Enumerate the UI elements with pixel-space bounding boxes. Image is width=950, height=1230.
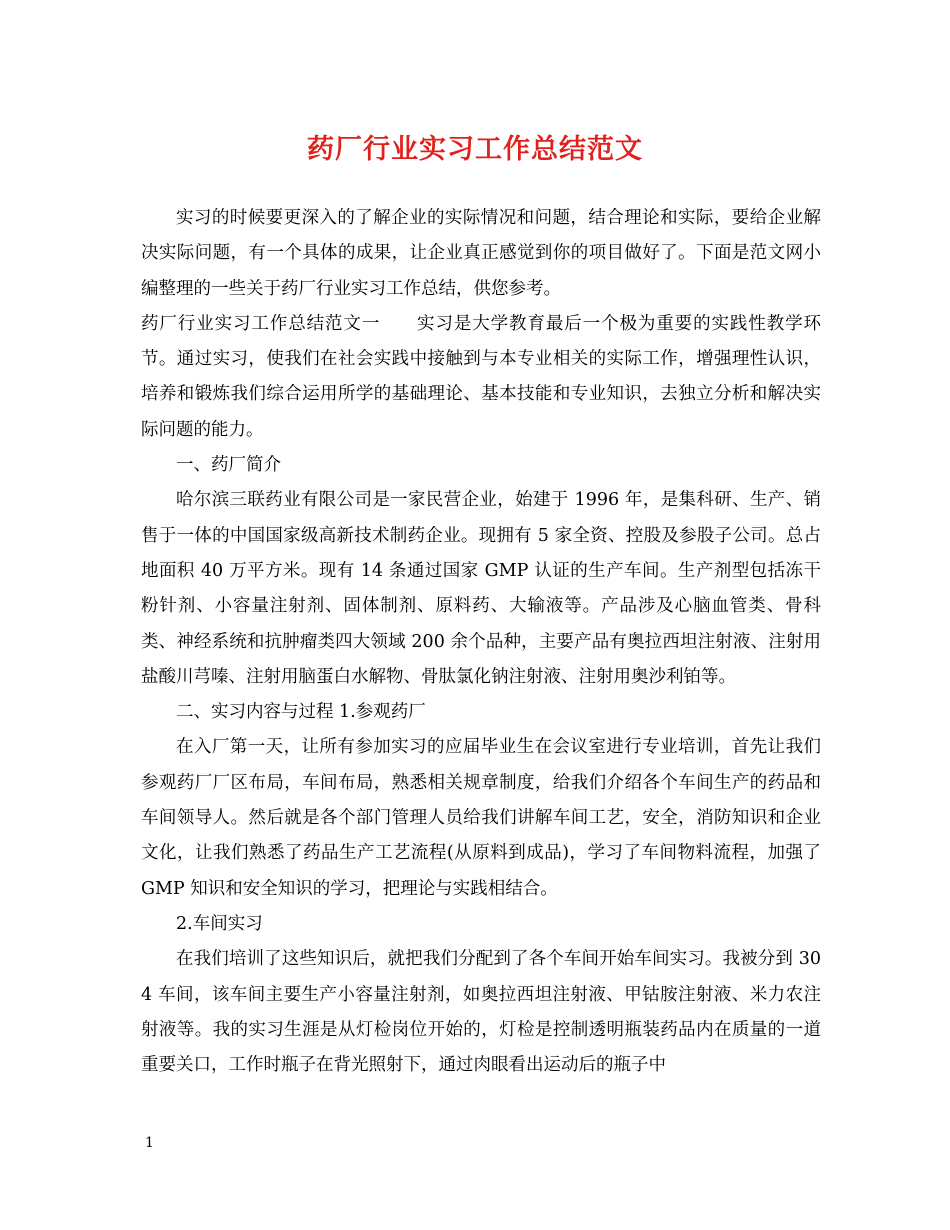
summary-paragraph: 药厂行业实习工作总结范文一 实习是大学教育最后一个极为重要的实践性教学环节。通过实习，使我们在社会实践中接触到与本专业相关的实际工作，增强理性认识，培养和锻炼我们综合运用所学的基础理论、基本技能和专业知识，去独立分析和解决实际问题的能力。 [141, 313, 821, 440]
company-paragraph: 哈尔滨三联药业有限公司是一家民营企业，始建于 1996 年，是集科研、生产、销售于一体的中国国家级高新技术制药企业。现拥有 5 家全资、控股及参股子公司。总占地面积 40 万平方米。现有 14 条通过国家 GMP 认证的生产车间。生产剂型包括冻干粉针剂、小容量注射剂、固体制剂、原料药、大输液等。产品涉及心脑血管类、骨科类、神经系统和抗肿瘤类四大领域 200 余个品种，主要产品有奥拉西坦注射液、注射用盐酸川芎嗪、注射用脑蛋白水解物、骨肽氯化钠注射液、注射用奥沙利铂等。 [141, 490, 821, 687]
section-heading-overview: 一、药厂简介 [176, 455, 281, 476]
page-number: 1 [145, 1135, 154, 1151]
page-title: 药厂行业实习工作总结范文 [307, 134, 643, 165]
workshop-paragraph: 在我们培训了这些知识后，就把我们分配到了各个车间开始车间实习。我被分到 304 车间，该车间主要生产小容量注射剂，如奥拉西坦注射液、甲钴胺注射液、米力农注射液等。我的实习生涯是从灯检岗位开始的，灯检是控制透明瓶装药品内在质量的一道重要关口，工作时瓶子在背光照射下，通过肉眼看出运动后的瓶子中 [141, 949, 821, 1076]
document-body [141, 201, 821, 1083]
subsection-heading-workshop: 2.车间实习 [176, 913, 263, 934]
visit-paragraph: 在入厂第一天，让所有参加实习的应届毕业生在会议室进行专业培训，首先让我们参观药厂厂区布局，车间布局，熟悉相关规章制度，给我们介绍各个车间生产的药品和车间领导人。然后就是各个部门管理人员给我们讲解车间工艺，安全，消防知识和企业文化，让我们熟悉了药品生产工艺流程(从原料到成品)，学习了车间物料流程，加强了 GMP 知识和安全知识的学习，把理论与实践相结合。 [141, 737, 821, 899]
intro-paragraph: 实习的时候要更深入的了解企业的实际情况和问题，结合理论和实际，要给企业解决实际问题，有一个具体的成果，让企业真正感觉到你的项目做好了。下面是范文网小编整理的一些关于药厂行业实习工作总结，供您参考。 [141, 208, 821, 299]
section-heading-content: 二、实习内容与过程 1.参观药厂 [176, 702, 426, 723]
